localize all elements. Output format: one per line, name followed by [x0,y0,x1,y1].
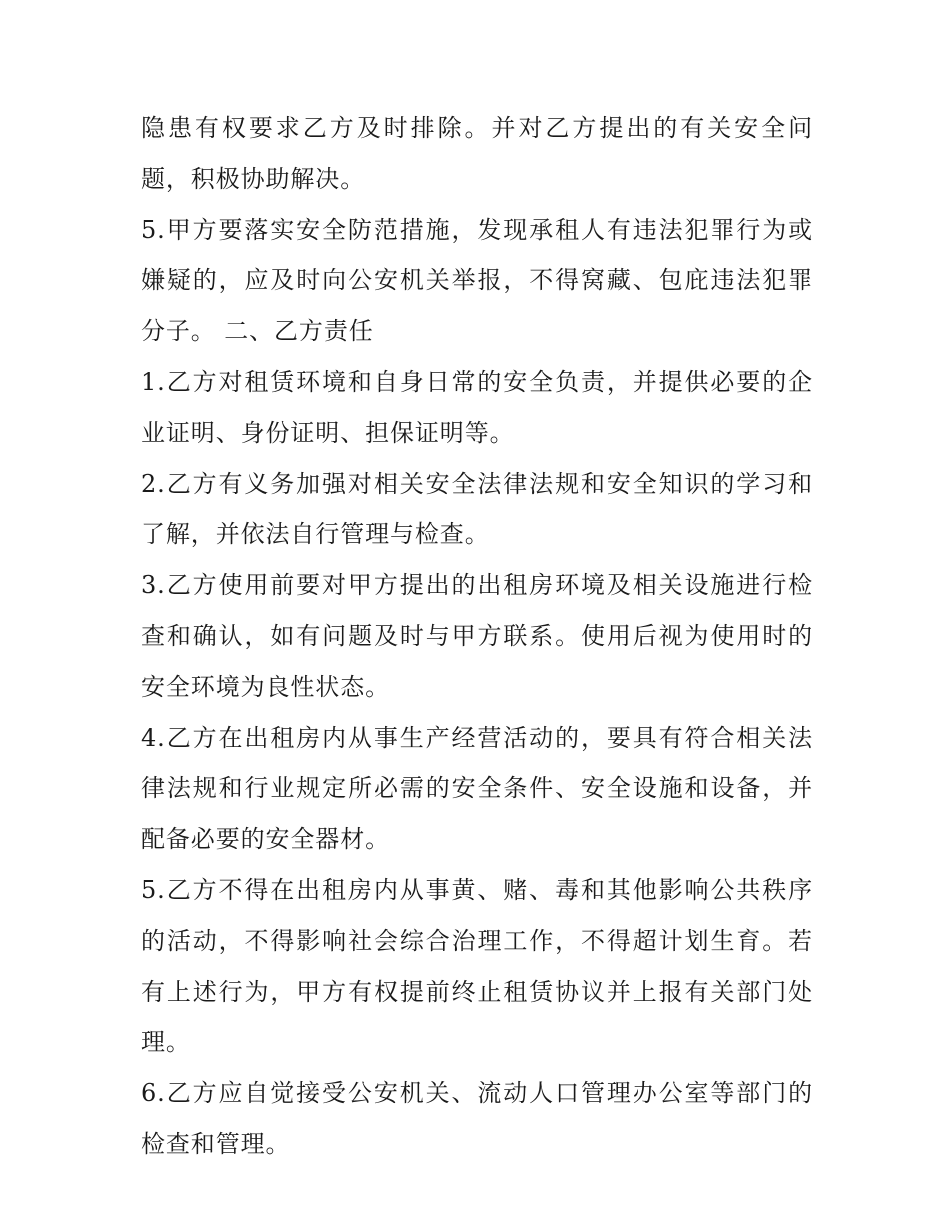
paragraph-party-b-clause-5: 5.乙方不得在出租房内从事黄、赌、毒和其他影响公共秩序的活动，不得影响社会综合治理工作，不得超计划生育。若有上述行为，甲方有权提前终止租赁协议并上报有关部门处理。 [141,875,813,1057]
paragraph-party-b-clause-6: 6.乙方应自觉接受公安机关、流动人口管理办公室等部门的检查和管理。 [141,1079,813,1158]
paragraph-party-b-clause-2: 2.乙方有义务加强对相关安全法律法规和安全知识的学习和了解，并依法自行管理与检查。 [141,469,813,549]
paragraph-hazard-continuation: 隐患有权要求乙方及时排除。并对乙方提出的有关安全问题，积极协助解决。 [141,114,813,193]
document-body [141,103,813,1170]
paragraph-party-b-clause-4: 4.乙方在出租房内从事生产经营活动的，要具有符合相关法律法规和行业规定所必需的安全条件、安全设施和设备，并配备必要的安全器材。 [141,723,813,854]
paragraph-party-b-clause-3: 3.乙方使用前要对甲方提出的出租房环境及相关设施进行检查和确认，如有问题及时与甲方联系。使用后视为使用时的安全环境为良性状态。 [141,571,813,701]
paragraph-party-b-clause-1: 1.乙方对租赁环境和自身日常的安全负责，并提供必要的企业证明、身份证明、担保证明等。 [141,367,813,447]
paragraph-party-a-clause-5: 5.甲方要落实安全防范措施，发现承租人有违法犯罪行为或嫌疑的，应及时向公安机关举报，不得窝藏、包庇违法犯罪分子。 二、乙方责任 [141,215,813,346]
